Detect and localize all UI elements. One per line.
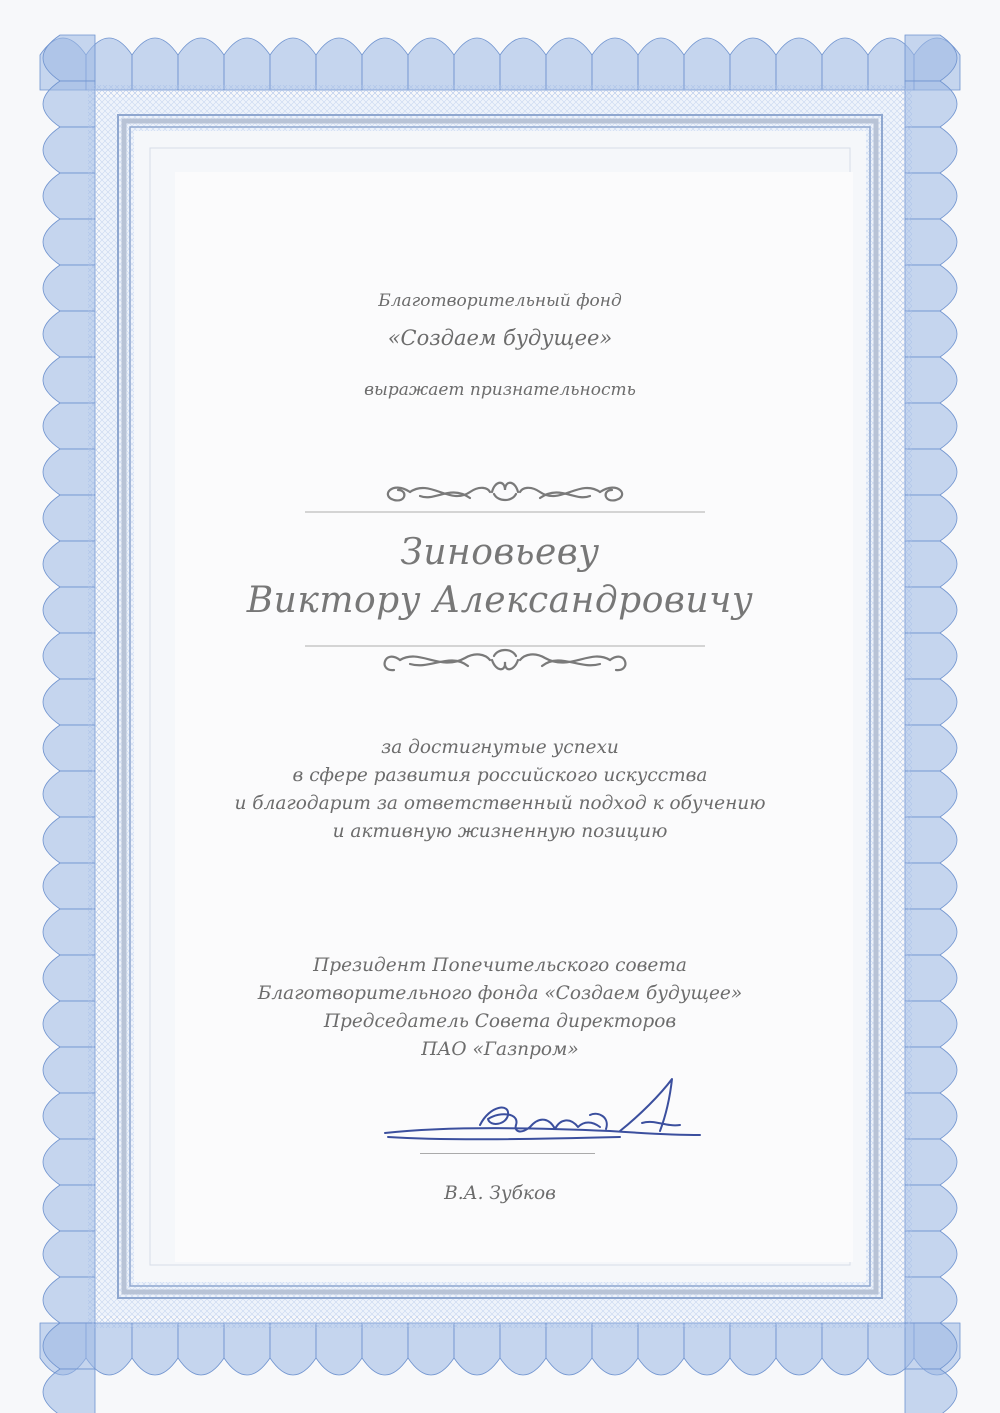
citation-line-3: и благодарит за ответственный подход к обучению	[234, 793, 766, 814]
gratitude-phrase: выражает признательность	[364, 380, 636, 400]
citation-line-2: в сфере развития российского искусства	[292, 765, 708, 786]
foundation-name: «Создаем будущее»	[387, 326, 613, 350]
signatory-title-line-4: ПАО «Газпром»	[421, 1039, 579, 1060]
recipient-given-names: Виктору Александровичу	[246, 580, 754, 621]
bottom-ornament-divider	[300, 640, 710, 680]
recipient-surname: Зиновьеву	[400, 532, 600, 573]
signatory-title-line-1: Президент Попечительского совета	[313, 955, 687, 976]
signatory-title-line-2: Благотворительного фонда «Создаем будущее»	[257, 983, 743, 1004]
signatory-name: В.А. Зубков	[444, 1183, 556, 1204]
handwritten-signature	[380, 1075, 710, 1155]
signatory-title-line-3: Председатель Совета директоров	[323, 1011, 677, 1032]
citation-line-1: за достигнутые успехи	[381, 737, 619, 758]
foundation-label: Благотворительный фонд	[378, 291, 622, 311]
top-ornament-divider	[300, 470, 710, 518]
signature-line	[420, 1153, 595, 1154]
citation-line-4: и активную жизненную позицию	[332, 821, 668, 842]
